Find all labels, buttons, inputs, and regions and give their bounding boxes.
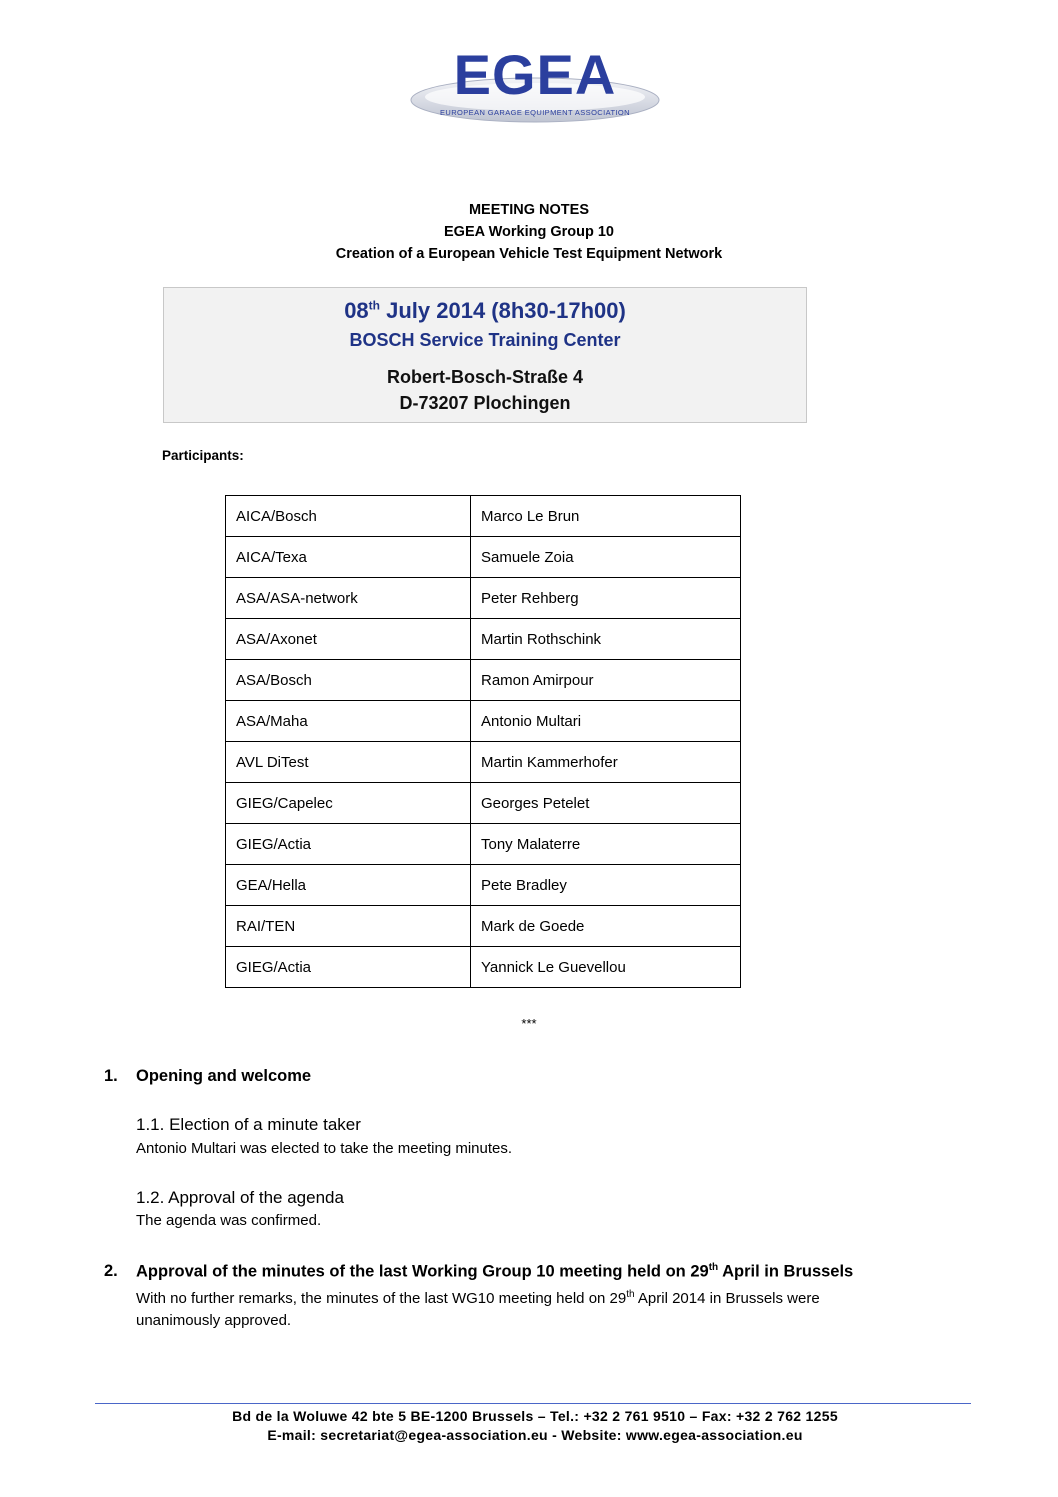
footer-address: Bd de la Woluwe 42 bte 5 BE-1200 Brussels – Tel.: +32 2 761 9510 – Fax: +32 2 762 1255 — [232, 1408, 838, 1424]
section-2-text-sup: th — [626, 1289, 635, 1300]
section-1-2-text: The agenda was confirmed. — [136, 1212, 322, 1229]
footer-divider — [95, 1403, 971, 1404]
section-1-number: 1. — [104, 1067, 118, 1085]
section-separator: *** — [521, 1016, 537, 1031]
meeting-venue: BOSCH Service Training Center — [349, 330, 621, 350]
meeting-info-box — [163, 287, 807, 423]
participant-name: Peter Rehberg — [471, 578, 741, 619]
egea-logo — [408, 42, 662, 126]
table-row — [226, 537, 741, 578]
table-row — [226, 906, 741, 947]
participant-name: Martin Kammerhofer — [471, 742, 741, 783]
participant-name: Samuele Zoia — [471, 537, 741, 578]
section-1-1-text: Antonio Multari was elected to take the meeting minutes. — [136, 1140, 513, 1157]
participant-organization: GIEG/Actia — [226, 824, 471, 865]
meeting-address-city: D-73207 Plochingen — [399, 393, 571, 413]
meeting-date-rest: July 2014 (8h30-17h00) — [380, 298, 626, 323]
participant-organization: RAI/TEN — [226, 906, 471, 947]
participant-name: Pete Bradley — [471, 865, 741, 906]
table-row — [226, 783, 741, 824]
section-2-title-pre: Approval of the minutes of the last Working Group 10 meeting held on 29 — [136, 1262, 709, 1281]
participants-label: Participants: — [162, 448, 244, 463]
svg-text:EUROPEAN GARAGE EQUIPMENT ASSO: EUROPEAN GARAGE EQUIPMENT ASSOCIATION — [440, 108, 630, 117]
doc-title: MEETING NOTES — [468, 202, 590, 218]
table-row — [226, 824, 741, 865]
participant-organization: AICA/Bosch — [226, 496, 471, 537]
meeting-address-street: Robert-Bosch-Straße 4 — [386, 367, 584, 387]
participant-name: Mark de Goede — [471, 906, 741, 947]
footer-contact: E-mail: secretariat@egea-association.eu - Website: www.egea-association.eu — [267, 1427, 803, 1443]
participant-organization: ASA/ASA-network — [226, 578, 471, 619]
table-row — [226, 578, 741, 619]
participant-organization: ASA/Axonet — [226, 619, 471, 660]
table-row — [226, 496, 741, 537]
section-2-number: 2. — [104, 1262, 118, 1280]
section-1-title: Opening and welcome — [136, 1067, 312, 1085]
participant-name: Yannick Le Guevellou — [471, 947, 741, 988]
section-1-2-title: 1.2. Approval of the agenda — [136, 1188, 344, 1207]
doc-topic: Creation of a European Vehicle Test Equipment Network — [335, 246, 723, 262]
participant-organization: AICA/Texa — [226, 537, 471, 578]
section-2-title — [136, 1262, 853, 1282]
participant-organization: GIEG/Actia — [226, 947, 471, 988]
participant-organization: GIEG/Capelec — [226, 783, 471, 824]
participant-name: Marco Le Brun — [471, 496, 741, 537]
doc-subtitle: EGEA Working Group 10 — [444, 224, 614, 240]
table-row — [226, 742, 741, 783]
participant-name: Antonio Multari — [471, 701, 741, 742]
participant-organization: ASA/Maha — [226, 701, 471, 742]
participant-organization: AVL DiTest — [226, 742, 471, 783]
participant-name: Georges Petelet — [471, 783, 741, 824]
participant-organization: GEA/Hella — [226, 865, 471, 906]
section-2-text-pre: With no further remarks, the minutes of the last WG10 meeting held on 29 — [136, 1290, 627, 1307]
meeting-date-suffix: th — [368, 298, 380, 313]
section-1-1-title: 1.1. Election of a minute taker — [136, 1115, 361, 1134]
table-row — [226, 947, 741, 988]
section-2-text — [136, 1284, 896, 1332]
section-2-title-post: April in Brussels — [718, 1262, 854, 1281]
egea-logo-graphic — [408, 42, 662, 126]
table-row — [226, 619, 741, 660]
section-2-text-post: April 2014 in Brussels were unanimously approved. — [136, 1290, 820, 1329]
participant-name: Martin Rothschink — [471, 619, 741, 660]
svg-text:EGEA: EGEA — [453, 43, 617, 106]
table-row — [226, 865, 741, 906]
section-2-title-sup: th — [708, 1262, 719, 1273]
participant-name: Ramon Amirpour — [471, 660, 741, 701]
meeting-date-day: 08 — [344, 298, 369, 323]
participant-name: Tony Malaterre — [471, 824, 741, 865]
meeting-date — [164, 298, 806, 324]
participants-table — [225, 495, 741, 988]
participant-organization: ASA/Bosch — [226, 660, 471, 701]
table-row — [226, 701, 741, 742]
table-row — [226, 660, 741, 701]
